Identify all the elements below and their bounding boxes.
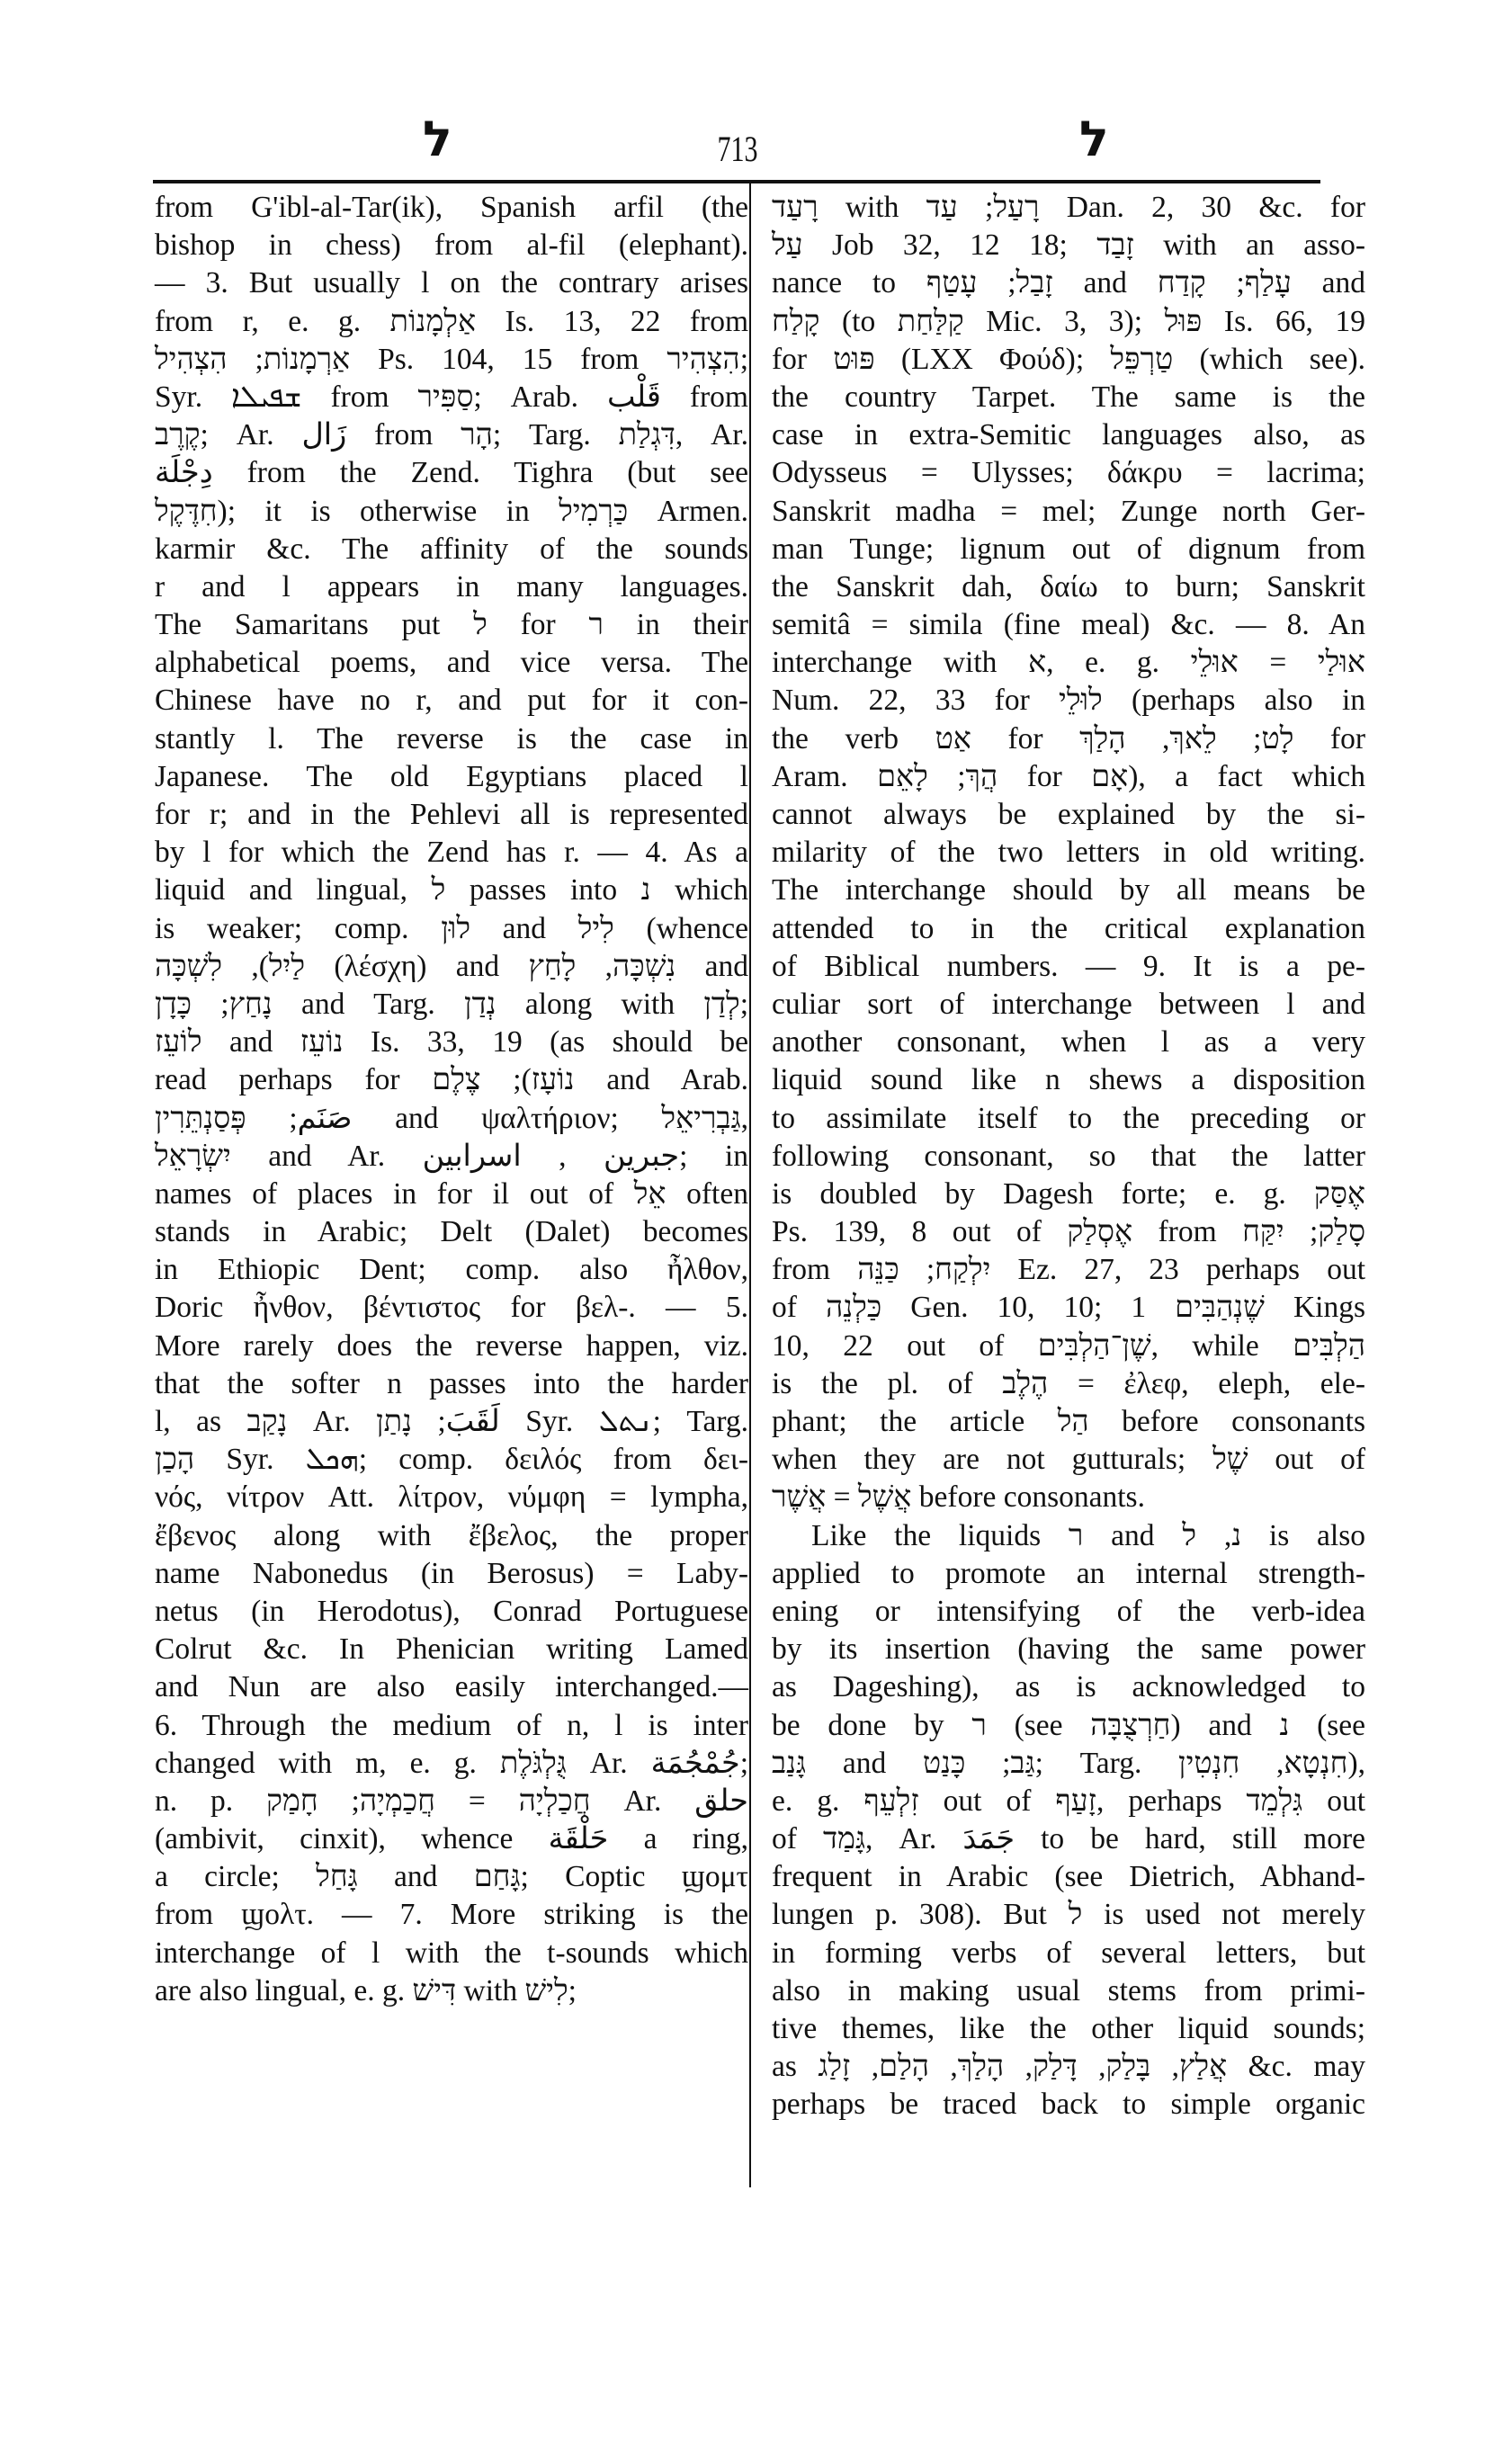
text-line: l, as נָקַב Ar. لَقَبَ; נָתַן Syr. ܢܬܠ; Targ. [155, 1405, 748, 1438]
text-line: is the pl. of הֶלֶב = ἐλεφ, eleph, ele- [772, 1366, 1365, 1400]
text-line: of כַּלְנֵה Gen. 10, 10; שֶׁנְהַבִּים 1 Kings [772, 1291, 1366, 1325]
text-line: Doric ἦνθον, βέντιστος for βελ-. — 5. [155, 1291, 748, 1325]
text-line: liquid and lingual, ל passes into נ which [155, 873, 748, 908]
text-line: is weaker; comp. לוּן and לִיל (whence [155, 911, 748, 945]
text-line: ἔβενος along with ἔβελος, the proper [155, 1518, 748, 1552]
text-line: in Ethiopic Dent; comp. also ἦλθον, [155, 1253, 748, 1287]
text-line: חִדֶּקֶל); it is otherwise in כַּרְמִיל Armen. [155, 494, 748, 528]
text-line: the verb אַט for לָט; לֵאךְ, הָלַךְ for [772, 721, 1366, 756]
text-line: r and l appears in many languages. [155, 569, 748, 604]
text-line: liquid sound like n shews a disposition [772, 1063, 1365, 1097]
text-line: applied to promote an internal strength- [772, 1556, 1365, 1590]
text-line: אֲשֶׁל = אֲשֶׁר before consonants. [772, 1480, 1145, 1515]
text-line: following consonant, so that the latter [772, 1139, 1365, 1173]
text-line: cannot always be explained by the si- [772, 798, 1365, 831]
text-line: by its insertion (having the same power [772, 1632, 1365, 1667]
text-line: read perhaps for נוֹעָז); צֶלֶם and Arab. [155, 1063, 748, 1097]
text-line: n. p. חֲכַלְיָה = חֲכַמְיָה; חָמַק Ar. حلق [155, 1784, 749, 1818]
text-line: in forming verbs of several letters, but [772, 1936, 1365, 1970]
text-line: (ambivit, cinxit), whence حَلْقَة a ring, [155, 1822, 748, 1856]
text-line: of Biblical numbers. — 9. It is a pe- [772, 949, 1365, 983]
text-line: עַל Job 32, 12 18; זָבַד with an asso- [772, 228, 1365, 263]
text-line: that the softer n passes into the harder [155, 1366, 748, 1400]
text-line: netus (in Herodotus), Conrad Portuguese [155, 1594, 748, 1628]
text-line: by l for which the Zend has r. — 4. As a [155, 836, 748, 870]
page-number: 713 [717, 129, 758, 169]
text-line: tive themes, like the other liquid sounds; [772, 2012, 1365, 2045]
text-line: perhaps be traced back to simple organic [772, 2088, 1365, 2122]
text-line: Chinese have no r, and put for it con- [155, 684, 748, 718]
text-line: changed with m, e. g. גֻּלְגֹּלֶת Ar. جُمْجُمَة; [155, 1746, 749, 1780]
text-line: from ϣολτ. — 7. More striking is the [155, 1898, 748, 1932]
text-line: also in making usual stems from primi- [772, 1973, 1365, 2007]
text-line: culiar sort of interchange between l and [772, 987, 1365, 1021]
text-line: karmir &c. The affinity of the sounds [155, 532, 748, 566]
text-line: the Sanskrit dah, δαίω to burn; Sanskrit [772, 569, 1365, 604]
text-line: names of places in for il out of אֵל often [155, 1176, 748, 1211]
text-line: semitâ = simila (fine meal) &c. — 8. An [772, 608, 1365, 642]
text-line: 10, 22 out of שֶׁן־הַלְבִּים, while הַלְבִּים [772, 1328, 1365, 1363]
text-line: the country Tarpet. The same is the [772, 380, 1365, 414]
text-line: אַרְמָנוֹת; הִצְהִיל Ps. 104, 15 from הִצְהִיר; [155, 342, 748, 376]
text-line: to assimilate itself to the preceding or [772, 1101, 1365, 1135]
text-line: a circle; גָּחַל and גָּחַם; Coptic ϣομτ [155, 1860, 748, 1894]
text-line: Like the liquids ר and נ, ל is also [811, 1518, 1365, 1552]
left-column [155, 189, 748, 2010]
text-line: Colrut &c. In Phenician writing Lamed [155, 1632, 748, 1667]
text-line: More rarely does the reverse happen, viz. [155, 1328, 748, 1363]
text-line: from G'ibl-al-Tar(ik), Spanish arfil (the [155, 191, 748, 224]
text-line: for r; and in the Pehlevi all is represented [155, 798, 748, 831]
text-line: 6. Through the medium of n, l is inter [155, 1708, 748, 1742]
text-line: alphabetical poems, and vice versa. The [155, 646, 748, 680]
text-line: Syr. ܫܦܝܠܐ from סַפִּיר; Arab. قَلْب from [155, 380, 748, 414]
text-line: interchange with א, e. g. אוּלַי = אוּלֵי [772, 646, 1365, 680]
header-rule [153, 180, 1320, 183]
text-line: as אֲלַץ, בָּלַק, דָּלַק, הָלַךְ, הָלַם, זָלַג &c. may [772, 2050, 1365, 2084]
text-line: The interchange should by all means be [772, 873, 1365, 908]
text-line: ening or intensifying of the verb-idea [772, 1594, 1365, 1628]
text-line: man Tunge; lignum out of dignum from [772, 532, 1365, 566]
text-line: صَنَم; פְּסַנְתֵּרִין and ψαλτήριον; גַּבְרִיאֵל, [155, 1101, 748, 1135]
text-line: دِجْلَة from the Zend. Tighra (but see [155, 456, 748, 490]
text-line: bishop in chess) from al-fil (elephant). [155, 228, 748, 263]
text-line: attended to in the critical explanation [772, 911, 1365, 945]
text-line: לוֹעֵז and נוֹעֵז Is. 33, 19 (as should be [155, 1025, 749, 1060]
running-head-left-letter: ל [423, 111, 452, 167]
text-line: קָלַח (to קַלַּחַת Mic. 3, 3); פּוּל Is. 66, 19 [772, 304, 1365, 338]
text-line: from r, e. g. אַלְמָנוֹת Is. 13, 22 from [155, 304, 748, 338]
text-line: for פּוּט (LXX Φούδ); טַרְפֵּל (which see). [772, 342, 1366, 376]
text-line: קֶרֶב; Ar. زَال from הָר; Targ. דִּגְלַת, Ar. [155, 418, 748, 452]
text-line: — 3. But usually l on the contrary arises [155, 266, 748, 300]
text-line: The Samaritans put ל for ר in their [155, 608, 748, 642]
text-line: is doubled by Dagesh forte; e. g. אֶסַּק [772, 1176, 1365, 1211]
text-line: nance to זָבַל; עָטַף and עָלַף; קָדַח and [772, 266, 1365, 300]
text-line: name Nabonedus (in Berosus) = Laby- [155, 1556, 748, 1590]
text-line: be done by ר (see חַרְצֻבָּה) and נ (see [772, 1708, 1366, 1742]
text-line: from יִלְקַח; כַּנֵּה Ez. 27, 23 perhaps out [772, 1253, 1366, 1287]
text-line: as Dageshing), as is acknowledged to [772, 1670, 1365, 1704]
text-line: יִשְׂרָאֵל and Ar. جبرين , اسرابين; in [155, 1139, 748, 1173]
text-line: רָעַד with רָעַל; עַד Dan. 2, 30 &c. for [772, 191, 1365, 224]
text-line: milarity of the two letters in old writing. [772, 836, 1365, 870]
text-line: are also lingual, e. g. דִּישׁ with לִישׁ; [155, 1973, 577, 2007]
text-line: another consonant, when l as a very [772, 1025, 1365, 1060]
column-divider [749, 183, 751, 2187]
text-line: לַיִל), לִשְׁכָּה (λέσχη) and נִשְׁכָּה, לָחַץ and [155, 949, 748, 983]
text-line: frequent in Arabic (see Dietrich, Abhand- [772, 1860, 1365, 1894]
text-line: when they are not gutturals; שֶׁל out of [772, 1443, 1365, 1477]
text-line: נָחַץ; כָּדָן and Targ. נְדַן along with לְדַן; [155, 987, 749, 1021]
text-line: of גָּמַד, Ar. جَمَدَ to be hard, still more [772, 1822, 1366, 1856]
text-line: Sanskrit madha = mel; Zunge north Ger- [772, 494, 1365, 528]
text-line: גָּנַב and גַּב; כָּנַט; Targ. חִנְטָא, חִנְטִין), [772, 1746, 1365, 1780]
text-line: interchange of l with the t-sounds which [155, 1936, 748, 1970]
text-line: Odysseus = Ulysses; δάκρυ = lacrima; [772, 456, 1365, 490]
text-line: הָכַן Syr. ܗܟܠ; comp. δειλός from δει- [155, 1443, 748, 1477]
text-line: Num. 22, 33 for לוּלֵי (perhaps also in [772, 684, 1366, 718]
text-line: stantly l. The reverse is the case in [155, 721, 748, 756]
text-line: case in extra-Semitic languages also, as [772, 418, 1365, 452]
text-line: νός, νίτρον Att. λίτρον, νύμφη = lympha, [155, 1480, 748, 1515]
text-line: e. g. זִלְעֵף out of זָעַף, perhaps גִּלְמֵד out [772, 1784, 1366, 1818]
running-head [153, 112, 1322, 175]
right-column [772, 189, 1365, 2124]
text-line: and Nun are also easily interchanged.— [155, 1670, 748, 1704]
text-line: stands in Arabic; Delt (Dalet) becomes [155, 1215, 748, 1249]
running-head-right-letter: ל [1079, 111, 1109, 167]
text-line: lungen p. 308). But ל is used not merely [772, 1898, 1365, 1932]
text-line: phant; the article הַל before consonants [772, 1405, 1365, 1438]
text-line: Ps. 139, 8 out of אֶסְלַק from סָלַק; יִקַּח [772, 1215, 1366, 1249]
text-line: Aram. הֲךְ; לָאֵם for אָם), a fact which [772, 759, 1365, 793]
text-line: Japanese. The old Egyptians placed l [155, 759, 748, 793]
